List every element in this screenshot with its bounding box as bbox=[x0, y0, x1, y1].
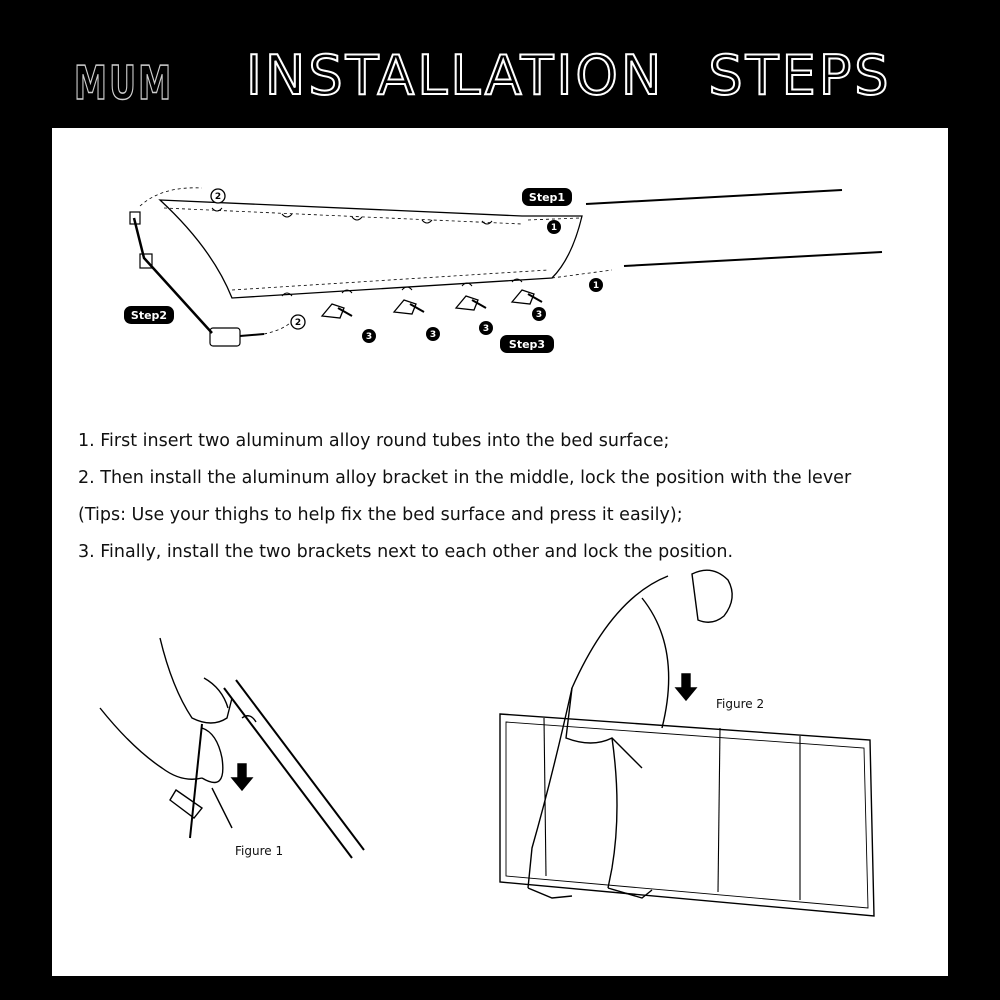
svg-text:3: 3 bbox=[365, 332, 373, 342]
step1-label: Step1 bbox=[528, 191, 566, 204]
header-bar bbox=[0, 0, 1000, 128]
svg-text:1: 1 bbox=[592, 281, 600, 291]
svg-text:3: 3 bbox=[336, 321, 344, 331]
instruction-step-3: 3. Finally, install the two brackets next to each other and lock the position. bbox=[78, 542, 734, 562]
svg-text:1: 1 bbox=[550, 223, 558, 233]
step2-label: Step2 bbox=[130, 309, 168, 322]
instruction-tip: (Tips: Use your thighs to help fix the bed surface and press it easily); bbox=[78, 505, 683, 525]
svg-text:2: 2 bbox=[294, 318, 302, 328]
figure-labels bbox=[52, 128, 948, 976]
svg-text:2: 2 bbox=[214, 192, 222, 202]
content-panel bbox=[52, 128, 948, 976]
svg-text:3: 3 bbox=[482, 324, 490, 334]
figure-2-label: Figure 2 bbox=[716, 697, 765, 711]
instruction-step-2: 2. Then install the aluminum alloy bracket in the middle, lock the position with the lever bbox=[78, 468, 852, 488]
title-word-steps: STEPS bbox=[708, 44, 892, 107]
step3-label: Step3 bbox=[508, 338, 546, 351]
svg-text:3: 3 bbox=[429, 330, 437, 340]
page-title bbox=[246, 44, 892, 107]
brand-logo: MUM bbox=[74, 56, 174, 110]
figure-1-label: Figure 1 bbox=[235, 844, 284, 858]
title-word-installation: INSTALLATION bbox=[246, 44, 665, 107]
svg-text:3: 3 bbox=[535, 310, 543, 320]
instruction-step-1: 1. First insert two aluminum alloy round tubes into the bed surface; bbox=[78, 431, 670, 451]
